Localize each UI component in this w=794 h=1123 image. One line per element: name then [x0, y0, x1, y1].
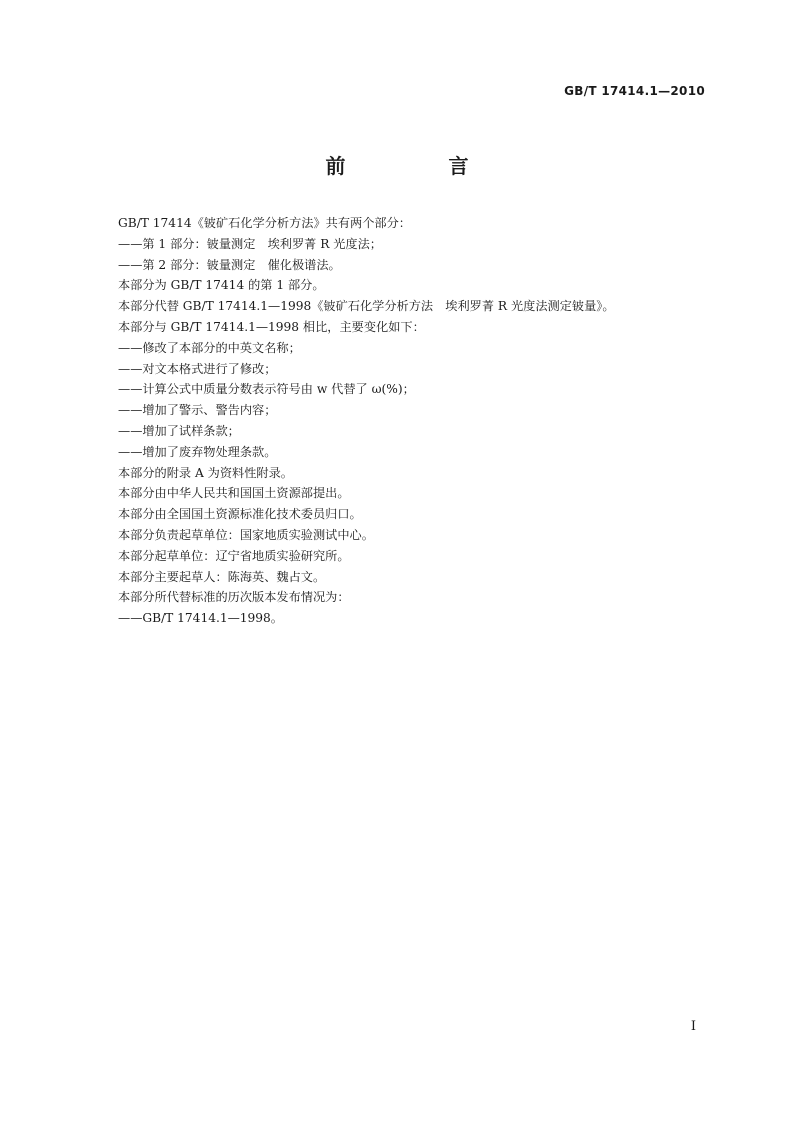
- preface-line: ——对文本格式进行了修改；: [118, 361, 277, 376]
- standard-number: GB/T 17414.1—2010: [564, 84, 705, 98]
- preface-line: ——第 2 部分：铍量测定 催化极谱法。: [118, 257, 341, 272]
- page-number: I: [690, 1019, 696, 1034]
- preface-line: 本部分主要起草人：陈海英、魏占文。: [118, 569, 326, 584]
- preface-line: GB/T 17414《铍矿石化学分析方法》共有两个部分：: [118, 216, 411, 230]
- page-title: 前 言: [325, 154, 517, 178]
- preface-line: ——GB/T 17414.1—1998。: [118, 611, 283, 626]
- preface-line: ——增加了警示、警告内容；: [118, 403, 277, 418]
- preface-line: 本部分为 GB/T 17414 的第 1 部分。: [118, 278, 325, 293]
- preface-line: 本部分起草单位：辽宁省地质实验研究所。: [118, 548, 350, 563]
- preface-line: ——修改了本部分的中英文名称；: [118, 340, 301, 355]
- preface-line: ——第 1 部分：铍量测定 埃利罗菁 R 光度法；: [118, 236, 382, 251]
- preface-line: 本部分的附录 A 为资料性附录。: [118, 465, 293, 480]
- preface-line: 本部分与 GB/T 17414.1—1998 相比，主要变化如下：: [118, 319, 425, 334]
- preface-line: 本部分负责起草单位：国家地质实验测试中心。: [118, 527, 374, 542]
- preface-line: 本部分代替 GB/T 17414.1—1998《铍矿石化学分析方法 埃利罗菁 R 光度法测定铍量》。: [118, 299, 615, 314]
- preface-line: ——计算公式中质量分数表示符号由 w 代替了 ω(%)；: [118, 382, 415, 397]
- preface-body: [118, 213, 698, 629]
- preface-line: 本部分由中华人民共和国国土资源部提出。: [118, 486, 350, 501]
- preface-line: 本部分由全国国土资源标准化技术委员归口。: [118, 507, 362, 522]
- preface-line: 本部分所代替标准的历次版本发布情况为：: [118, 590, 350, 605]
- preface-line: ——增加了试样条款；: [118, 423, 240, 438]
- preface-line: ——增加了废弃物处理条款。: [118, 444, 277, 459]
